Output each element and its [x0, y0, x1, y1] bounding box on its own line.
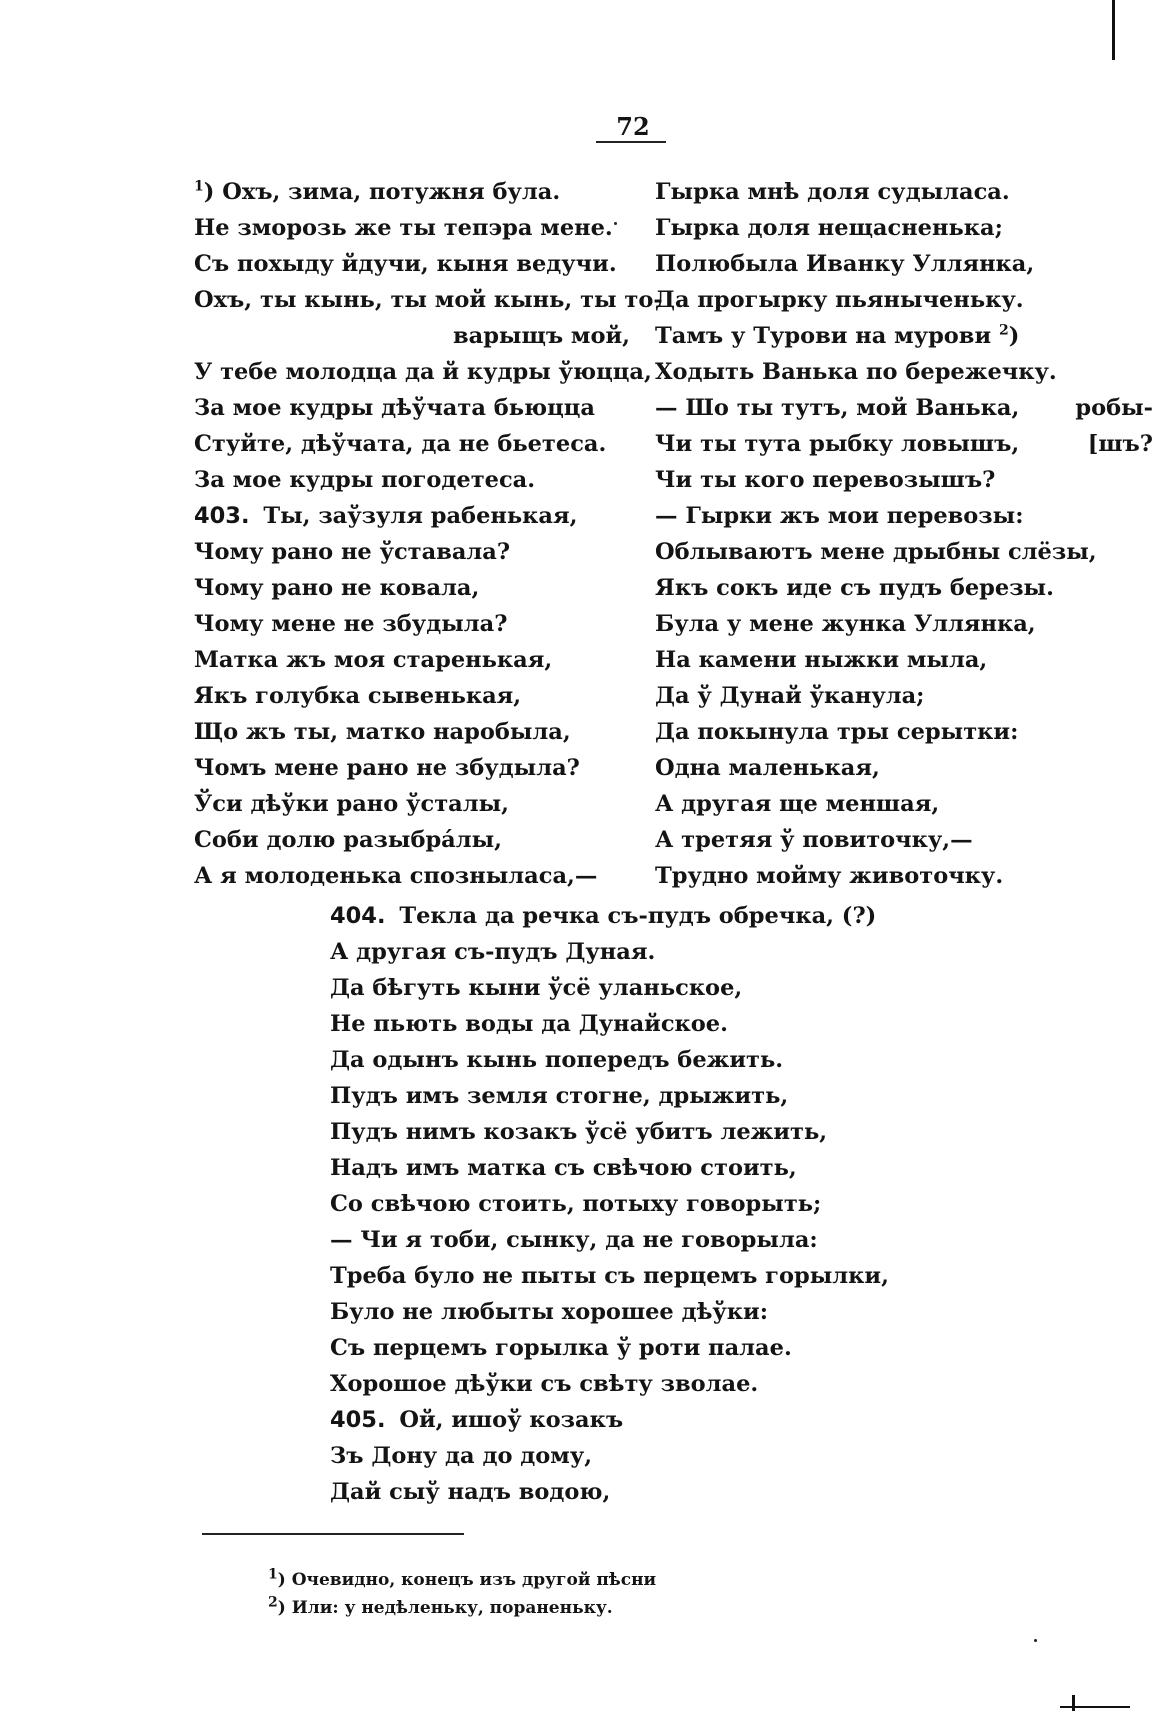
verse-text: Полюбыла Иванку Уллянка, — [655, 251, 1035, 277]
verse-text: Чи ты тута рыбку ловышъ, — [655, 431, 1020, 457]
scan-speck — [1034, 1639, 1037, 1642]
verse-text: — Гырки жъ мои перевозы: — [655, 503, 1024, 529]
marginal-continuation: робы- — [1075, 395, 1153, 421]
verse-line — [655, 354, 1095, 390]
footnote-text: ) Или: у недѣленьку, пораненьку. — [277, 1598, 613, 1618]
left-verse-column — [194, 174, 663, 894]
verse-text: Съ похыду йдучи, кыня ведучи. — [194, 251, 617, 277]
verse-line — [330, 1150, 890, 1186]
footnote-marker: 1 — [194, 178, 204, 195]
verse-line — [330, 1402, 890, 1438]
verse-text: Да бѣгуть кыни ўсё уланьское, — [330, 975, 743, 1001]
verse-line — [194, 390, 630, 426]
footnote-line — [268, 1594, 656, 1622]
verse-line — [330, 1294, 890, 1330]
verse-text: Пудъ имъ земля стогне, дрыжить, — [330, 1083, 789, 1109]
verse-text: Тамъ у Турови на мурови — [655, 323, 992, 349]
footnote-marker-paren: ) — [1008, 323, 1020, 349]
verse-text: Съ перцемъ горылка ў роти палае. — [330, 1335, 792, 1361]
verse-line — [655, 750, 1095, 786]
footnote-line — [268, 1566, 656, 1594]
footnote-rule — [202, 1533, 464, 1535]
verse-text: Да прогырку пьяныченьку. — [655, 287, 1024, 313]
verse-line — [655, 642, 1095, 678]
verse-line — [655, 858, 1095, 894]
verse-line — [194, 714, 630, 750]
verse-line — [655, 210, 1095, 246]
verse-text: Соби долю разыбрáлы, — [194, 827, 503, 853]
verse-line — [194, 354, 652, 390]
verse-text: Ходыть Ванька по бережечку. — [655, 359, 1057, 385]
song-number: 405. — [330, 1407, 386, 1433]
bottom-verse-column — [330, 898, 890, 1510]
verse-line — [330, 1006, 890, 1042]
verse-line — [330, 1474, 890, 1510]
verse-line — [194, 570, 630, 606]
page-number: 72 — [616, 112, 650, 141]
verse-text: — Чи я тоби, сынку, да не говорыла: — [330, 1227, 818, 1253]
verse-text: Пудъ нимъ козакъ ўсё убитъ лежить, — [330, 1119, 828, 1145]
verse-text: Ўси дѣўки рано ўсталы, — [194, 791, 509, 817]
verse-line — [330, 1186, 890, 1222]
verse-text: Да одынъ кынь попередъ бежить. — [330, 1047, 784, 1073]
verse-line — [655, 498, 1095, 534]
page-number-rule — [596, 141, 666, 143]
verse-line — [330, 1330, 890, 1366]
verse-line — [655, 174, 1095, 210]
verse-text: Якъ голубка сывенькая, — [194, 683, 522, 709]
verse-text: Стуйте, дѣўчата, да не бьетеса. — [194, 431, 607, 457]
verse-text: Да ў Дунай ўканула; — [655, 683, 925, 709]
verse-text: Надъ имъ матка съ свѣчою стоить, — [330, 1155, 797, 1181]
verse-line — [194, 174, 630, 210]
verse-line — [330, 1078, 890, 1114]
verse-line — [330, 934, 890, 970]
verse-line — [194, 786, 630, 822]
verse-line — [330, 898, 890, 934]
verse-text: Не зморозь же ты тепэра мене. — [194, 215, 613, 241]
verse-text: Чому мене не збудыла? — [194, 611, 508, 637]
scan-edge-line — [1072, 1695, 1075, 1711]
verse-text: А третяя ў повиточку,— — [655, 827, 973, 853]
verse-line — [194, 282, 663, 318]
verse-text: Чомъ мене рано не збудыла? — [194, 755, 580, 781]
verse-text: За мое кудры погодетеса. — [194, 467, 536, 493]
verse-line — [194, 462, 630, 498]
verse-line — [194, 642, 630, 678]
verse-text: Ой, ишоў козакъ — [399, 1407, 624, 1433]
verse-text: За мое кудры дѣўчата бьюцца — [194, 395, 595, 421]
verse-line — [330, 1114, 890, 1150]
verse-text: Трудно мойму животочку. — [655, 863, 1004, 889]
scan-edge-line — [1060, 1706, 1130, 1708]
verse-text: Дай сыў надъ водою, — [330, 1479, 611, 1505]
right-verse-column — [655, 174, 1153, 894]
verse-text: Матка жъ моя старенькая, — [194, 647, 553, 673]
verse-text: Гырка мнѣ доля судыласа. — [655, 179, 1010, 205]
verse-line — [655, 678, 1095, 714]
verse-text: Що жъ ты, матко наробыла, — [194, 719, 571, 745]
verse-text: А я молоденька спозныласа,— — [194, 863, 598, 889]
verse-text: У тебе молодца да й кудры ўюцца, — [194, 359, 652, 385]
footnote-marker: 2 — [268, 1594, 278, 1611]
verse-line — [330, 1366, 890, 1402]
verse-line — [655, 318, 1095, 354]
verse-line — [655, 606, 1095, 642]
verse-text: Ты, заўзуля рабенькая, — [263, 503, 578, 529]
verse-line — [194, 318, 630, 354]
verse-line — [194, 678, 630, 714]
verse-text: На камени ныжки мыла, — [655, 647, 988, 673]
verse-text: Чому рано не ўставала? — [194, 539, 511, 565]
verse-line — [655, 246, 1095, 282]
verse-line — [655, 570, 1095, 606]
verse-line — [194, 498, 630, 534]
verse-line — [194, 534, 630, 570]
verse-text: Облываютъ мене дрыбны слёзы, — [655, 539, 1097, 565]
verse-line — [655, 390, 1153, 426]
verse-line — [194, 858, 630, 894]
verse-line — [330, 1438, 890, 1474]
verse-line — [655, 282, 1095, 318]
verse-text: Чому рано не ковала, — [194, 575, 480, 601]
verse-text: Одна маленькая, — [655, 755, 880, 781]
verse-text: Текла да речка съ-пудъ обречка, (?) — [399, 903, 877, 929]
verse-text: Со свѣчою стоить, потыху говорыть; — [330, 1191, 822, 1217]
verse-text: варыщъ мой, — [452, 323, 630, 349]
verse-line — [194, 606, 630, 642]
verse-text: А другая ще меншая, — [655, 791, 940, 817]
verse-line — [194, 426, 630, 462]
verse-text: — Шо ты тутъ, мой Ванька, — [655, 395, 1020, 421]
verse-line — [330, 1258, 890, 1294]
verse-text: Хорошое дѣўки съ свѣту зволае. — [330, 1371, 759, 1397]
verse-line — [655, 786, 1095, 822]
verse-line — [330, 970, 890, 1006]
scan-edge-line — [1112, 0, 1115, 60]
verse-text: Якъ сокъ иде съ пудъ березы. — [655, 575, 1054, 601]
verse-line — [194, 210, 630, 246]
verse-text: Да покынула тры серытки: — [655, 719, 1019, 745]
footnote-text: ) Очевидно, конецъ изъ другой пѣсни — [277, 1570, 657, 1590]
marginal-continuation: [шъ? — [1087, 431, 1153, 457]
verse-text: Чи ты кого перевозышъ? — [655, 467, 996, 493]
verse-line — [655, 426, 1153, 462]
verse-text: ) Охъ, зима, потужня була. — [203, 179, 561, 205]
scan-speck — [614, 222, 617, 225]
verse-text: Було не любыты хорошее дѣўки: — [330, 1299, 769, 1325]
verse-line — [194, 246, 630, 282]
song-number: 404. — [330, 903, 386, 929]
footnote-marker: 2 — [998, 322, 1009, 339]
verse-text: Не пьють воды да Дунайское. — [330, 1011, 728, 1037]
verse-line — [655, 822, 1095, 858]
verse-line — [655, 534, 1095, 570]
verse-line — [330, 1222, 890, 1258]
verse-line — [330, 1042, 890, 1078]
verse-line — [194, 750, 630, 786]
footnote-marker: 1 — [268, 1566, 278, 1583]
verse-text: Гырка доля нещасненька; — [655, 215, 1003, 241]
verse-text: Треба було не пыты съ перцемъ горылки, — [330, 1263, 889, 1289]
verse-text: Охъ, ты кынь, ты мой кынь, ты то- — [194, 287, 663, 313]
song-number: 403. — [194, 503, 250, 529]
verse-text: Зъ Дону да до дому, — [330, 1443, 593, 1469]
footnotes — [268, 1566, 656, 1622]
verse-text: Була у мене жунка Уллянка, — [655, 611, 1036, 637]
verse-text: А другая съ-пудъ Дуная. — [330, 939, 656, 965]
verse-line — [655, 462, 1095, 498]
verse-line — [194, 822, 630, 858]
verse-line — [655, 714, 1095, 750]
